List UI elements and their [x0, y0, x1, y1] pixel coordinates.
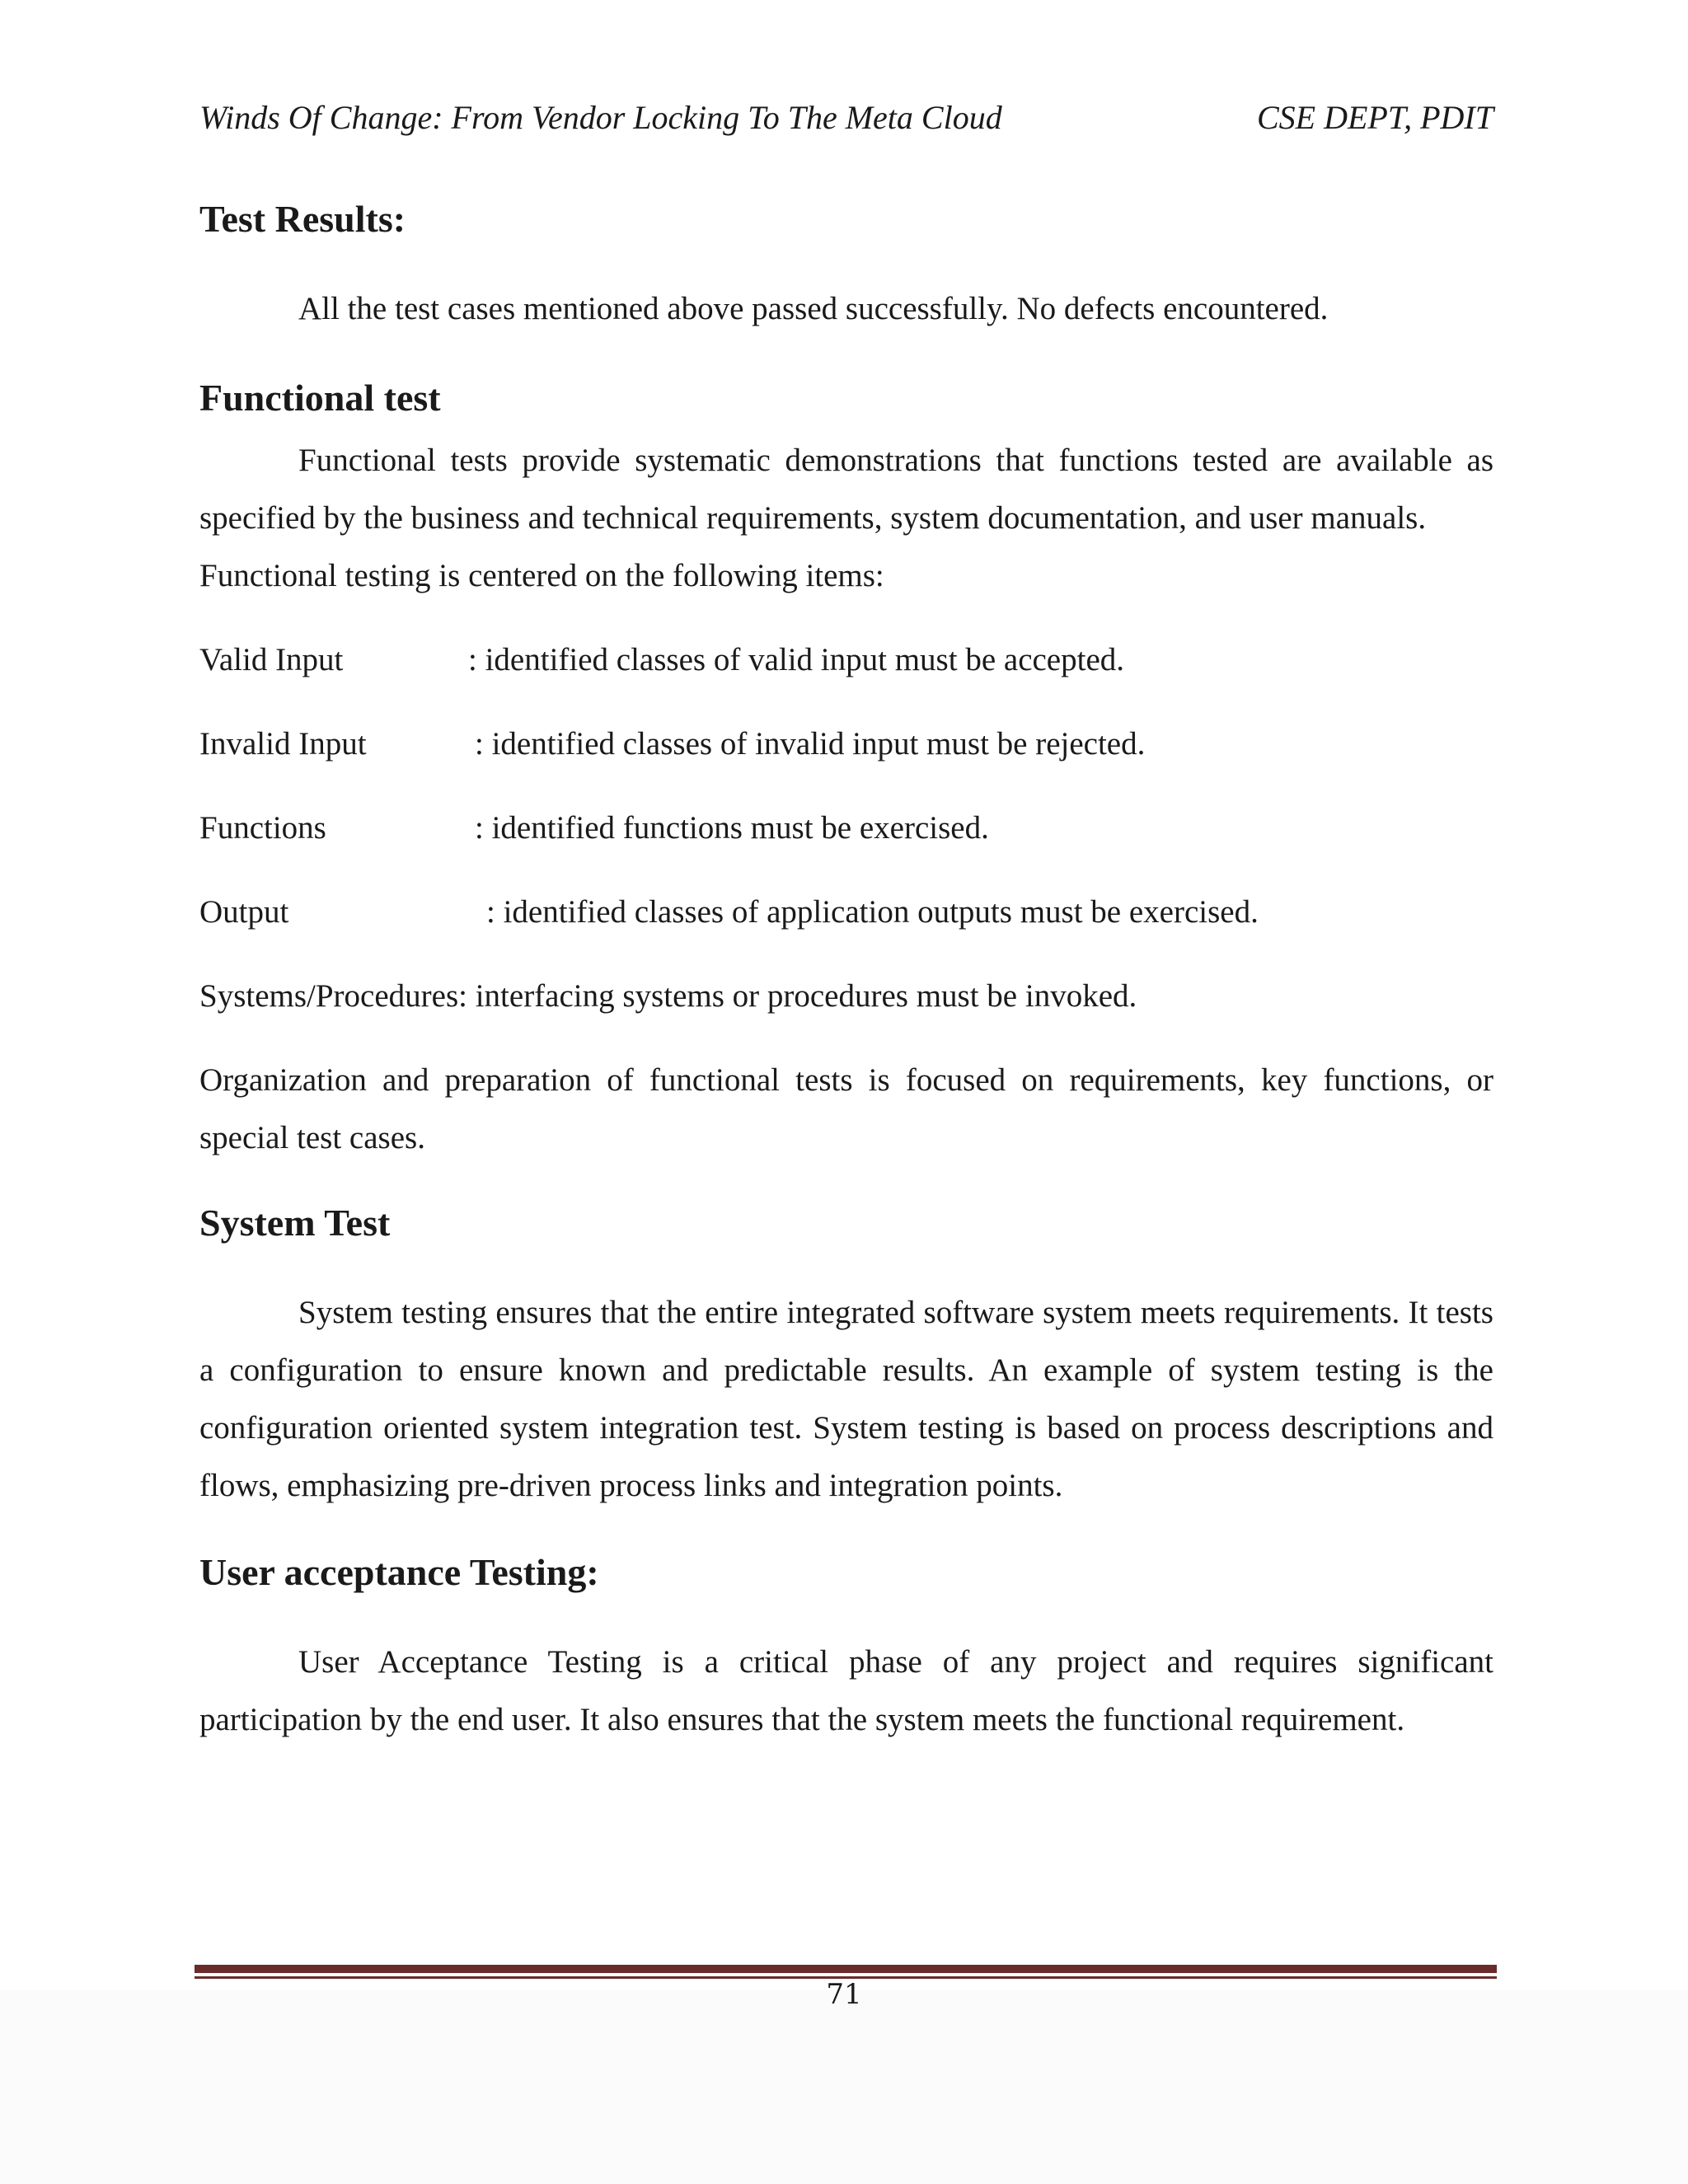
system-test-body: System testing ensures that the entire integrated software system meets requirements. It tests a configuration to ensure known and predictable results. An example of system testing is the configuration oriented system integration test. System testing is based on process descriptions and flows, emphasizing pre-driven process links and integration points.: [199, 1295, 1493, 1503]
item-term: Valid Input: [199, 642, 344, 677]
footer-rule-thick: [195, 1965, 1497, 1973]
functional-organization: Organization and preparation of functional tests is focused on requirements, key functions, or special test cases.: [199, 1062, 1493, 1155]
item-term: Functions: [199, 810, 326, 846]
heading-system-test: System Test: [199, 1202, 391, 1244]
running-header: [199, 97, 1493, 138]
heading-test-results: Test Results:: [199, 198, 406, 240]
item-term: Output: [199, 894, 289, 930]
heading-functional-test: Functional test: [199, 377, 441, 419]
functional-systems-line: Systems/Procedures: interfacing systems or procedures must be invoked.: [199, 978, 1137, 1014]
heading-user-acceptance: User acceptance Testing:: [199, 1551, 599, 1593]
functional-test-intro: Functional tests provide systematic demonstrations that functions tested are available as specified by the business and technical requirements, system documentation, and user manuals.: [199, 443, 1493, 536]
page-number: 71: [826, 1978, 862, 2011]
item-term: Invalid Input: [199, 726, 367, 762]
item-desc: : identified classes of valid input must be accepted.: [468, 642, 1125, 677]
test-results-body: All the test cases mentioned above passed successfully. No defects encountered.: [298, 291, 1329, 326]
item-desc: : identified classes of invalid input must be rejected.: [475, 726, 1146, 762]
functional-item-invalid-input: [199, 715, 1493, 773]
functional-test-lead: Functional testing is centered on the following items:: [199, 558, 884, 593]
item-desc: : identified classes of application outputs must be exercised.: [486, 894, 1259, 930]
functional-item-valid-input: [199, 631, 1493, 689]
page-bottom-tint: [0, 1990, 1688, 2184]
header-dept: CSE DEPT, PDIT: [1256, 99, 1493, 136]
item-desc: : identified functions must be exercised.: [475, 810, 989, 846]
functional-item-output: [199, 883, 1493, 941]
header-title: Winds Of Change: From Vendor Locking To The Meta Cloud: [199, 99, 1002, 136]
functional-item-functions: [199, 799, 1493, 857]
user-acceptance-body: User Acceptance Testing is a critical phase of any project and requires significant participation by the end user. It also ensures that the system meets the functional requirement.: [199, 1644, 1493, 1737]
